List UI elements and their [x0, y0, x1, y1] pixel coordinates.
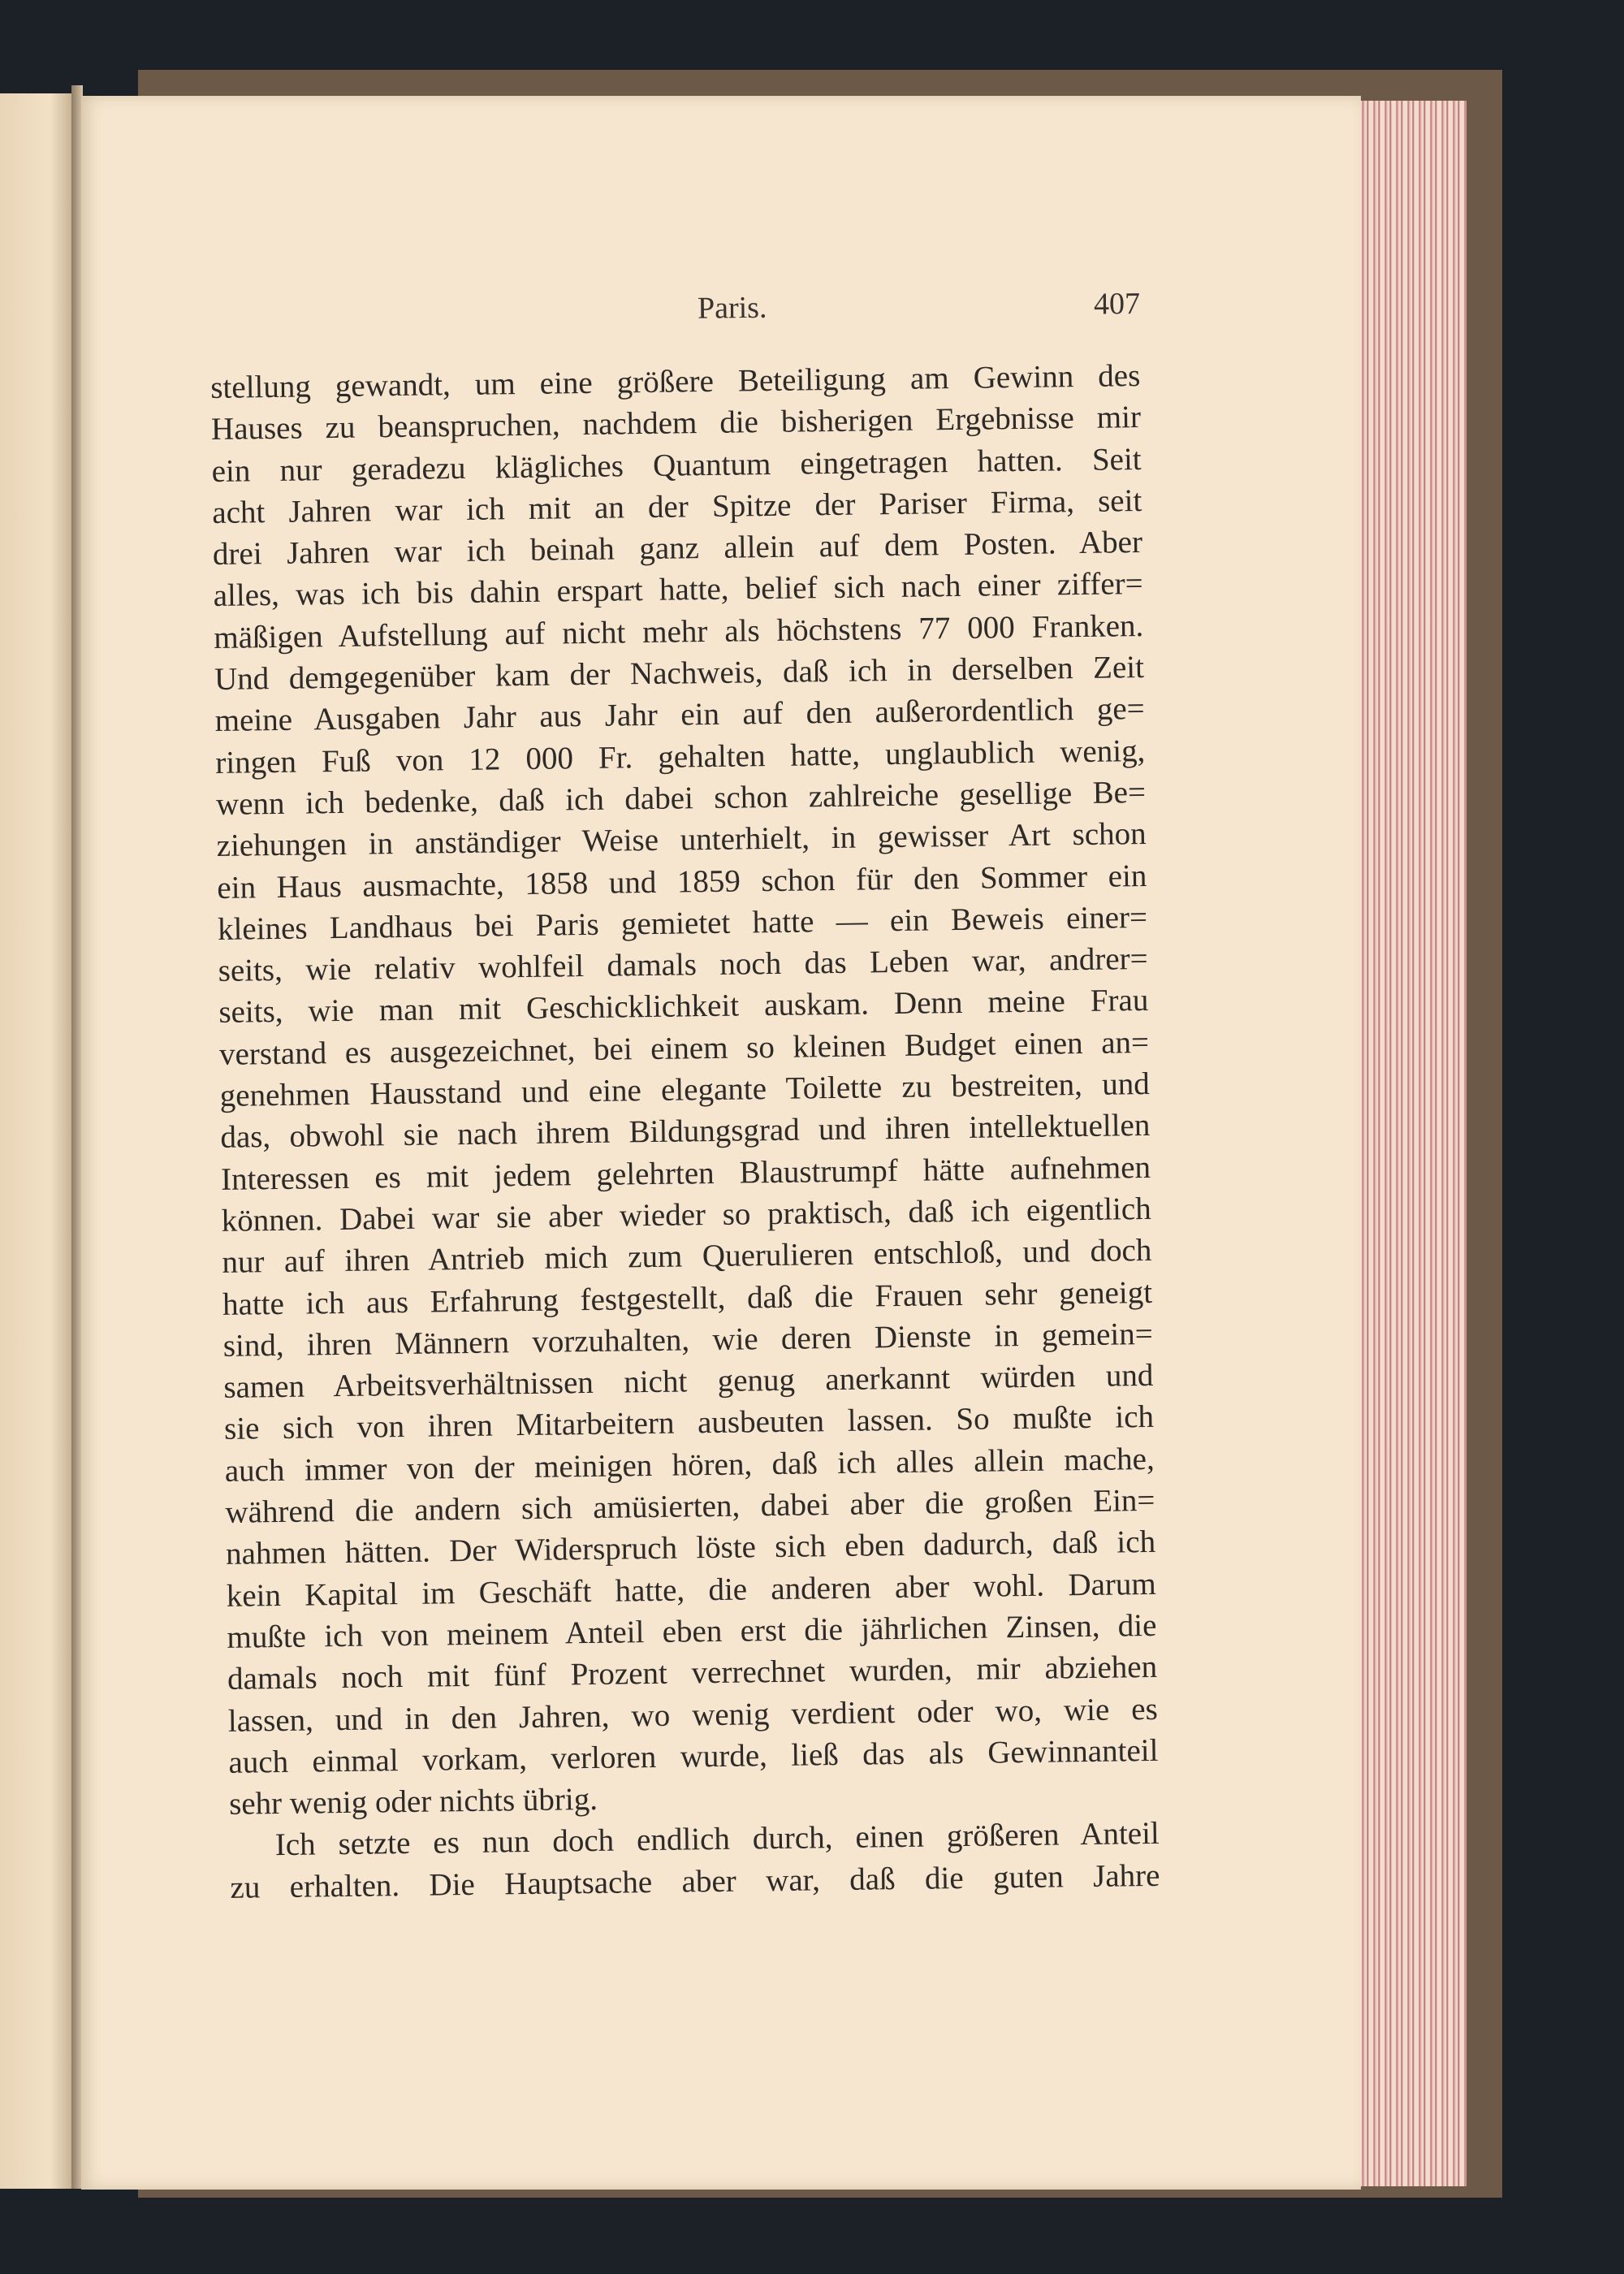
text-line: Ich setzte es nun doch endlich durch, einen größeren Anteil: [274, 1816, 1160, 1863]
text-line: ein nur geradezu klägliches Quantum eingetragen hatten. Seit: [211, 441, 1142, 489]
text-line: stellung gewandt, um eine größere Beteiligung am Gewinn des: [210, 358, 1141, 405]
text-line: das, obwohl sie nach ihrem Bildungsgrad und ihren intellektuellen: [220, 1108, 1151, 1156]
text-line: auch einmal vorkam, verloren wurde, ließ das als Gewinnanteil: [228, 1732, 1159, 1780]
text-line: sie sich von ihren Mitarbeitern ausbeuten lassen. So mußte ich: [223, 1399, 1155, 1447]
text-line: Und demgegenüber kam der Nachweis, daß ich in derselben Zeit: [214, 650, 1145, 698]
page-edges-stack: [1358, 101, 1466, 2186]
text-line: genehmen Hausstand und eine elegante Toilette zu bestreiten, und: [219, 1066, 1150, 1113]
page-number: 407: [1093, 287, 1141, 322]
text-line: samen Arbeitsverhältnissen nicht genug anerkannt würden und: [223, 1358, 1154, 1406]
text-line: lassen, und in den Jahren, wo wenig verdient oder wo, wie es: [227, 1691, 1159, 1739]
page-body-text: [210, 355, 1160, 1909]
text-line: meine Ausgaben Jahr aus Jahr ein auf den außerordentlich ge=: [214, 691, 1145, 739]
text-line: mäßigen Aufstellung auf nicht mehr als höchstens 77 000 Franken.: [214, 607, 1144, 655]
text-line: seits, wie relativ wohlfeil damals noch das Leben war, andrer=: [218, 941, 1148, 989]
text-line: wenn ich bedenke, daß ich dabei schon zahlreiche gesellige Be=: [215, 774, 1147, 822]
text-line: verstand es ausgezeichnet, bei einem so kleinen Budget einen an=: [218, 1024, 1150, 1072]
text-line: nur auf ihren Antrieb mich zum Querulieren entschloß, und doch: [222, 1233, 1152, 1281]
text-line: nahmen hätten. Der Widerspruch löste sich eben dadurch, daß ich: [225, 1524, 1156, 1572]
text-line: können. Dabei war sie aber wieder so praktisch, daß ich eigentlich: [221, 1191, 1151, 1239]
text-line: kleines Landhaus bei Paris gemietet hatte — ein Beweis einer=: [217, 899, 1148, 947]
text-line: ziehungen in anständiger Weise unterhielt, in gewisser Art schon: [216, 816, 1147, 864]
text-line: Hauses zu beanspruchen, nachdem die bisherigen Ergebnisse mir: [210, 400, 1142, 447]
text-line: ein Haus ausmachte, 1858 und 1859 schon für den Sommer ein: [217, 858, 1147, 906]
text-line: seits, wie man mit Geschicklichkeit auskam. Denn meine Frau: [218, 983, 1149, 1031]
left-page-edge: [0, 93, 71, 2189]
text-line: sind, ihren Männern vorzuhalten, wie deren Dienste in gemein=: [222, 1316, 1153, 1364]
text-line: ringen Fuß von 12 000 Fr. gehalten hatte, unglaublich wenig,: [215, 733, 1146, 780]
running-title: Paris.: [697, 290, 767, 326]
text-line: zu erhalten. Die Hauptsache aber war, daß die guten Jahre: [230, 1857, 1160, 1905]
text-line: Interessen es mit jedem gelehrten Blaustrumpf hätte aufnehmen: [220, 1149, 1151, 1197]
text-line: alles, was ich bis dahin erspart hatte, belief sich nach einer ziffer=: [213, 566, 1143, 614]
text-line: auch immer von der meinigen hören, daß ich alles allein mache,: [224, 1441, 1155, 1489]
text-line: damals noch mit fünf Prozent verrechnet wurden, mir abziehen: [227, 1649, 1158, 1697]
text-line: während die andern sich amüsierten, dabei aber die großen Ein=: [225, 1482, 1155, 1530]
text-line: mußte ich von meinem Anteil eben erst die jährlichen Zinsen, die: [227, 1607, 1157, 1655]
text-line: sehr wenig oder nichts übrig.: [228, 1782, 598, 1822]
text-line: acht Jahren war ich mit an der Spitze der Pariser Firma, seit: [212, 482, 1142, 530]
text-line: kein Kapital im Geschäft hatte, die anderen aber wohl. Darum: [226, 1566, 1156, 1614]
text-line: drei Jahren war ich beinah ganz allein auf dem Posten. Aber: [212, 525, 1143, 573]
text-line: hatte ich aus Erfahrung festgestellt, daß die Frauen sehr geneigt: [222, 1274, 1153, 1322]
